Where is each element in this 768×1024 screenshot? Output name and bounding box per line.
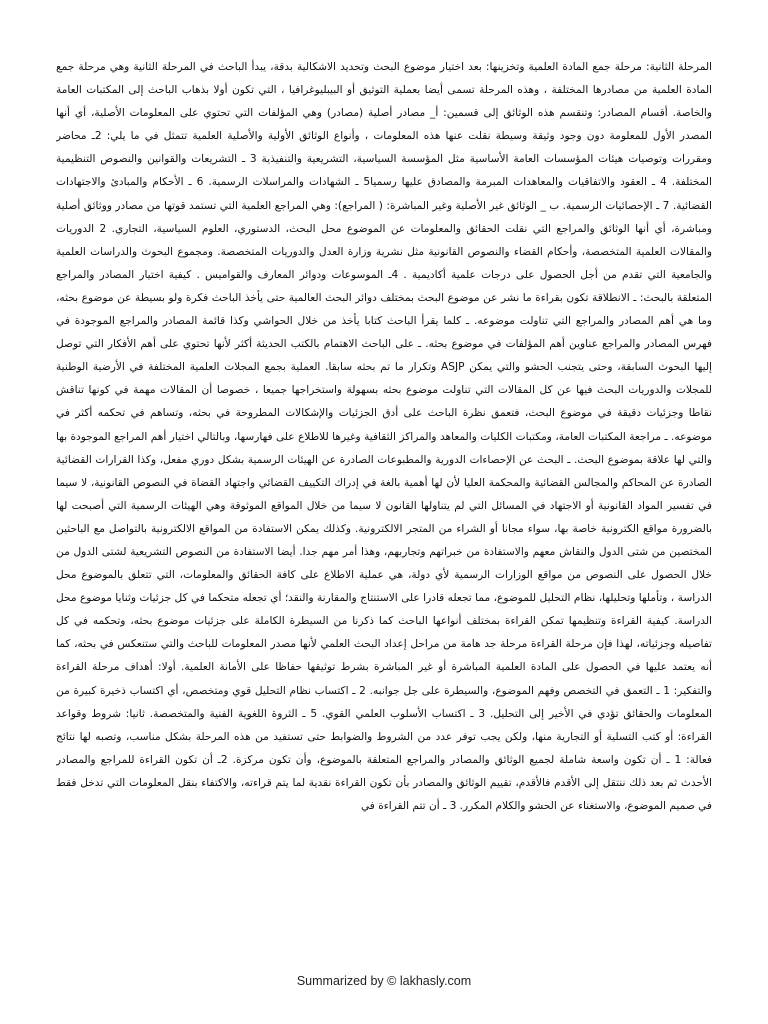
document-body-text: المرحلة الثانية: مرحلة جمع المادة العلمية وتخزينها: بعد اختيار موضوع البحث وتحديد الاشكالية بدقة، يبدأ الباحث في المرحلة الثانية وهي مرحلة جمع المادة العلمية من مصادرها المختلفة ، وهذه المرحلة تسمى أيضا بعملية التوثيق أو البيبليوغرافيا ، التي تكون أولا بذهاب الباحث إلى المكتبات العامة والخاصة. أقسام المصادر: وتنقسم هذه الوثائق إلى قسمين: أ_ مصادر أصلية (مصادر) وهي المؤلفات التي تحتوي على المعلومات الأصلية، أي أنها المصدر الأول للمعلومة دون وجود وثيقة وسيطة نقلت عنها هذه المعلومات ، وأنواع الوثائق الأولية والأصلية العلمية تتمثل في ما يلي: 2ـ محاضر ومقررات وتوصيات هيئات المؤسسات العامة الأساسية مثل المؤسسة السياسية، التشريعية والتنفيذية 3 ـ التشريعات والقوانين والنصوص التنظيمية المختلفة. 4 ـ العقود والاتفاقيات والمعاهدات المبرمة والمصادق عليها رسميا5 ـ الشهادات والمراسلات الرسمية. 6 ـ الأحكام والمبادئ والاجتهادات القضائية. 7 ـ الإحصائيات الرسمية. ب _ الوثائق غير الأصلية وغير المباشرة: ( المراجع): وهي المراجع العلمية التي تستمد قوتها من مصادر ووثائق أصلية ومباشرة، أي أنها الوثائق والمراجع التي نقلت الحقائق والمعلومات عن الموضوع محل البحث، الدستوري، العلوم السياسية، التجاري. 2 الدوريات والمقالات العلمية المتخصصة، وأحكام القضاء والنصوص القانونية مثل نشرية وزارة العدل والدوريات المتخصصة. ومجموع البحوث والدراسات العلمية والجامعية التي تقدم من أجل الحصول على درجات علمية أكاديمية . 4ـ الموسوعات ودوائر المعارف والقواميس . كيفية اختيار المصادر والمراجع المتعلقة بالبحث: ـ الانطلاقة تكون بقراءة ما نشر عن موضوع البحث بمختلف دوائر البحث العالمية حتى يأخذ الباحث فكرة ولو بسيطة عن موضوع بحثه، وما هي أهم المصادر والمراجع التي تناولت موضوعه. ـ كلما يقرأ الباحث كتابا يأخذ من خلال الحواشي وكذا قائمة المصادر والمراجع الموجودة في فهرس المصادر والمراجع عناوين أهم المؤلفات في موضوع بحثه. ـ على الباحث الاهتمام بالكتب الحديثة أكثر لأنها تحتوي على أهم الأفكار التي توصل إليها البحوث السابقة، وحتى يتجنب الحشو والتي يمكن ASJP وتكرار ما تم بحثه سابقا. العملية بجمع المجلات العلمية المختلفة في الأرضية الوطنية للمجلات والدوريات البحث فيها عن كل المقالات التي تناولت موضوع بحثه بسهولة واستخراجها جميعا ، خصوصا أن المقالات مهمة في كونها تناقش نقاطا وجزئيات دقيقة في موضوع البحث، فتعمق نظرة الباحث على أدق الجزئيات والإشكالات المطروحة في بحثه، وتساهم في تحكمه أكثر في موضوعه. ـ مراجعة المكتبات العامة، ومكتبات الكليات والمعاهد والمراكز الثقافية وغيرها للاطلاع على فهارسها، وبالتالي اختيار أهم المراجع الموجودة بها والتي لها علاقة بموضوع البحث. ـ البحث عن الإحصاءات الدورية والمطبوعات الصادرة عن الهيئات الرسمية بشكل دوري مفعل، وكذا القرارات القضائية الصادرة عن المحاكم والمجالس القضائية والمحكمة العليا لأن لها أهمية بالغة في إدراك التكييف القضائي واجتهاد القضاة في النصوص القانونية، لا سيما في تفسير المواد القانونية أو الاجتهاد في المسائل التي لم يتناولها القانون لا سيما من خلال المواقع الموثوقة وهي الهيئات الرسمية التي أصبحت لها بالضرورة مواقع الكترونية خاصة بها، سواء مجانا أو الشراء من المتجر الالكترونية. وكذلك يمكن الاستفادة من المواقع الالكترونية بالتواصل مع الباحثين المختصين من شتى الدول والنقاش معهم والاستفادة من خبراتهم وتجاربهم، وهذا أمر مهم جدا. أيضا الاستفادة من النصوص التشريعية لشتى الدول من خلال الحصول على النصوص من مواقع الوزارات الرسمية لأي دولة، هي عملية الاطلاع على كافة الحقائق والمعلومات، التي تتعلق بالموضوع محل الدراسة ، وتأملها وتحليلها، نظام التحليل للموضوع، مما تجعله قادرا على الاستنتاج والمقارنة والنقد؛ أي تجعله متحكما في كل جزئيات وثنايا موضوع محل الدراسة. كيفية القراءة وتنظيمها تمكن القراءة بمختلف أنواعها الباحث كما ذكرنا من السيطرة الكاملة على جزئيات موضوع بحثه، وتحكمه في كل تفاصيله وجزئياته، لهذا فإن مرحلة القراءة مرحلة جد هامة من مراحل إعداد البحث العلمي لأنها مصدر المعلومات للباحث والتي ستنعكس في بحثه، كما أنه يعتمد عليها في الحصول على المادة العلمية المباشرة أو غير المباشرة بشرط توثيقها حفاظا على الأمانة العلمية. أولا: أهداف مرحلة القراءة والتفكير: 1 ـ التعمق في التخصص وفهم الموضوع، والسيطرة على جل جوانبه. 2 ـ اكتساب نظام التحليل قوي ومتخصص، أي اكتساب ذخيرة كبيرة من المعلومات والحقائق تؤدي في الأخير إلى التحليل. 3 ـ اكتساب الأسلوب العلمي القوي. 5 ـ الثروة اللغوية الفنية والمتخصصة. ثانيا: شروط وقواعد القراءة: أو كتب التسلية أو التجارية منها، ولكن يجب توفر عدد من الشروط والضوابط حتى تستفيد من هذه المرحلة بشكل مناسب، وتصبه لها نتائج فعالة: 1 ـ أن تكون واسعة شاملة لجميع الوثائق والمصادر والمراجع المتعلقة بالموضوع، وأن تكون مركزة. 2ـ أن تكون القراءة للمراجع والمصادر الأحدث ثم بعد ذلك ننتقل إلى الأقدم فالأقدم، تقييم الوثائق والمصادر بأن تكون القراءة نقدية لما يتم قراءته، والاكتفاء بنقل المعلومات التي تدخل فقط في صميم الموضوع، والاستغناء عن الحشو والكلام المكرر. 3 ـ أن تتم القراءة في (56, 61, 712, 812)
summary-credit-footer: Summarized by © lakhasly.com (296, 974, 472, 988)
